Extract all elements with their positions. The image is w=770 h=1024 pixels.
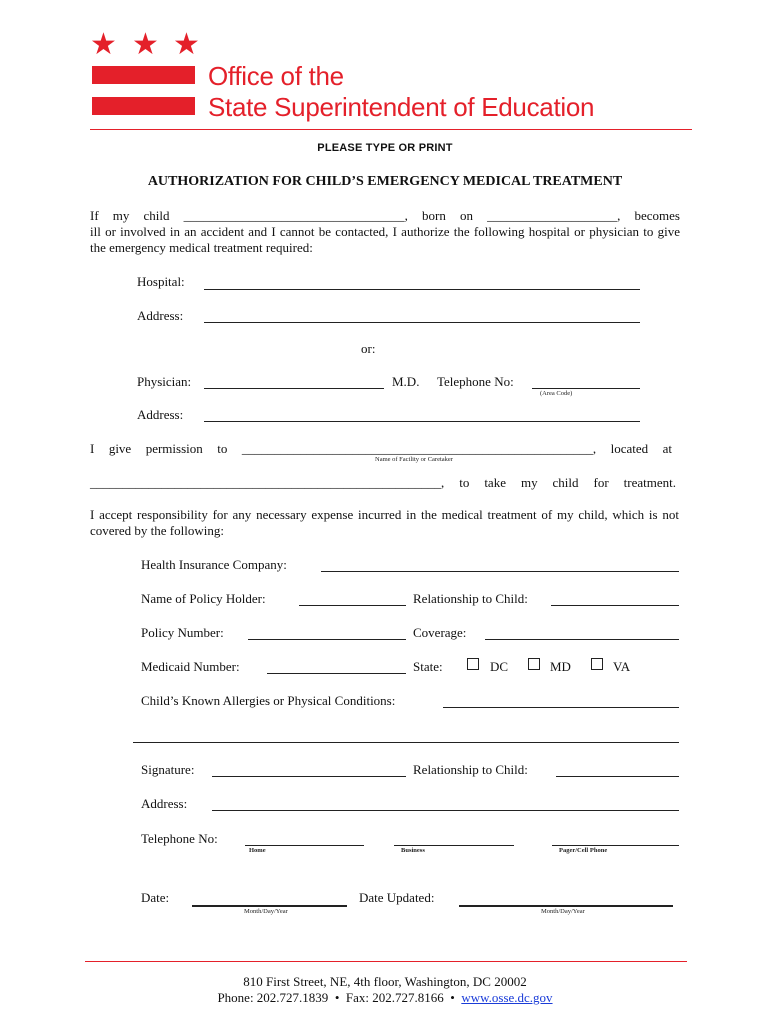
permission-line2: ______________________________________________________, to take my child for treatment. [90,475,676,490]
date-updated-hint: Month/Day/Year [541,908,585,915]
or-label: or: [361,341,376,356]
signer-address-label: Address: [141,796,188,811]
footer-contact [0,990,770,1005]
date-updated-label: Date Updated: [359,890,435,905]
physician-field[interactable] [204,388,384,389]
area-code-hint: (Area Code) [540,390,573,397]
state-md-label: MD [550,659,571,674]
hospital-address-label: Address: [137,308,184,323]
coverage-field[interactable] [485,639,679,640]
date-field[interactable] [192,905,347,907]
intro-line1: If my child __________________________________, born on ____________________, becomes [90,208,680,223]
allergies-field-continued[interactable] [133,742,679,743]
insurance-company-field[interactable] [321,571,679,572]
intro-rest: ill or involved in an accident and I cannot be contacted, I authorize the following hospital or physician to give the emergency medical treatment required: [90,224,680,255]
signature-label: Signature: [141,762,195,777]
hospital-address-field[interactable] [204,322,640,323]
state-va-checkbox[interactable] [591,658,603,670]
phone-business-hint: Business [401,847,425,854]
physician-address-field[interactable] [204,421,640,422]
hospital-label: Hospital: [137,274,185,289]
state-md-checkbox[interactable] [528,658,540,670]
star-icon: ★ [173,27,200,62]
phone-home-field[interactable] [245,845,364,846]
signature-field[interactable] [212,776,406,777]
coverage-label: Coverage: [413,625,467,640]
form-title: AUTHORIZATION FOR CHILD’S EMERGENCY MEDICAL TREATMENT [147,174,623,189]
state-label: State: [413,659,443,674]
policy-number-field[interactable] [248,639,406,640]
header-divider [90,129,692,130]
date-updated-field[interactable] [459,905,673,907]
org-name-line1: Office of the [208,61,344,91]
date-hint: Month/Day/Year [244,908,288,915]
physician-telephone-label: Telephone No: [437,374,514,389]
insurance-company-label: Health Insurance Company: [141,557,287,572]
allergies-field[interactable] [443,707,679,708]
phone-pager-field[interactable] [552,845,679,846]
footer-phone: Phone: 202.727.1839 [217,990,329,1005]
signer-address-field[interactable] [212,810,679,811]
star-icon: ★ [90,27,117,62]
footer-fax: Fax: 202.727.8166 [345,990,444,1005]
allergies-label: Child’s Known Allergies or Physical Conditions: [141,693,396,708]
footer-address: 810 First Street, NE, 4th floor, Washington, DC 20002 [243,974,527,989]
logo-bar-bottom [92,97,195,115]
permission-line1: I give permission to ______________________________________________________, located at [90,441,672,456]
signer-relationship-label: Relationship to Child: [413,762,528,777]
physician-telephone-field[interactable] [532,388,640,389]
signer-telephone-label: Telephone No: [141,831,218,846]
star-icon: ★ [132,27,159,62]
facility-hint: Name of Facility or Caretaker [375,456,453,463]
phone-business-field[interactable] [394,845,514,846]
medicaid-label: Medicaid Number: [141,659,240,674]
date-label: Date: [141,890,170,905]
state-va-label: VA [613,659,631,674]
policy-holder-field[interactable] [299,605,406,606]
state-dc-label: DC [490,659,509,674]
logo-bar-top [92,66,195,84]
footer-divider [85,961,687,962]
medicaid-field[interactable] [267,673,406,674]
physician-address-label: Address: [137,407,184,422]
hospital-field[interactable] [204,289,640,290]
bullet-icon: • [334,990,340,1005]
phone-pager-hint: Pager/Cell Phone [559,847,608,854]
bullet-icon: • [450,990,455,1005]
org-name-line2: State Superintendent of Education [208,92,595,122]
physician-label: Physician: [137,374,192,389]
insurance-relationship-field[interactable] [551,605,679,606]
signer-relationship-field[interactable] [556,776,679,777]
md-label: M.D. [392,374,420,389]
policy-number-label: Policy Number: [141,625,224,640]
instruction-text: PLEASE TYPE OR PRINT [317,142,453,154]
state-dc-checkbox[interactable] [467,658,479,670]
insurance-relationship-label: Relationship to Child: [413,591,528,606]
footer-website-link[interactable]: www.osse.dc.gov [461,990,553,1005]
policy-holder-label: Name of Policy Holder: [141,591,266,606]
phone-home-hint: Home [249,847,266,854]
responsibility-text: I accept responsibility for any necessary expense incurred in the medical treatment of my child, which is not covered by the following: [90,507,679,538]
